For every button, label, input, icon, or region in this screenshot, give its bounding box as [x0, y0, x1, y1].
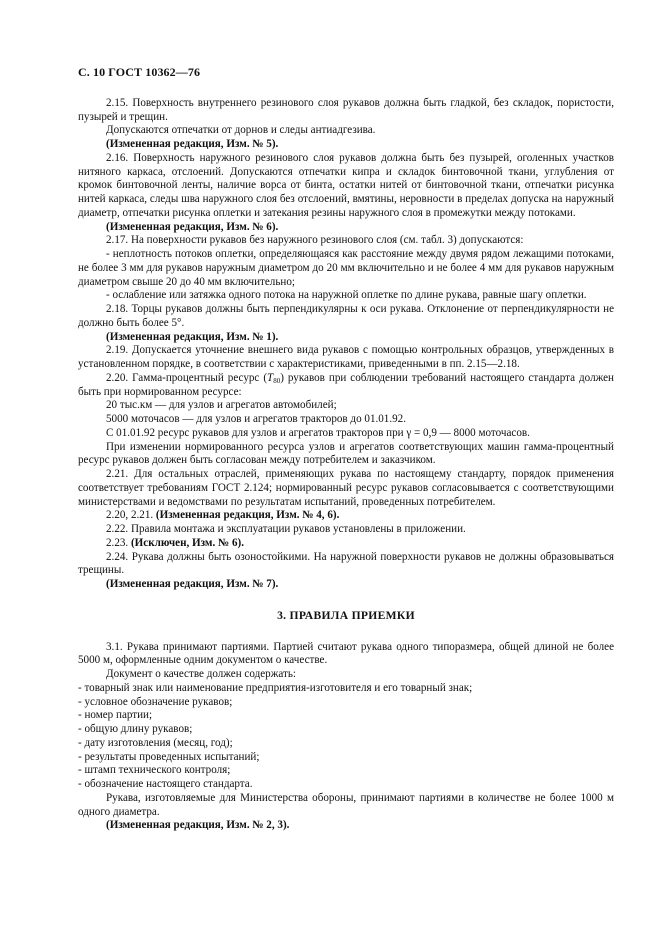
list-item: - штамп технического контроля; — [78, 764, 231, 777]
amendment-note: (Измененная редакция, Изм. № 1). — [106, 330, 279, 343]
amendment-note: (Измененная редакция, Изм. № 5). — [106, 138, 279, 150]
list-item: - обозначение настоящего стандарта. — [78, 778, 253, 790]
section-title: 3. ПРАВИЛА ПРИЕМКИ — [277, 608, 415, 622]
symbol-t: T — [267, 371, 274, 384]
clause-2-20-2-21-amendment — [78, 509, 614, 523]
list-item: - дату изготовления (месяц, год); — [78, 736, 233, 749]
list-item: - условное обозначение рукавов; — [78, 695, 233, 708]
amendment-note: (Измененная редакция, Изм. № 4, 6). — [155, 509, 340, 522]
clause-2-23 — [78, 537, 614, 551]
clause-3-1-defense: Рукава, изготовляемые для Министерства обороны, принимают партиями в количестве не более 1000 м одного диаметра. — [78, 791, 614, 818]
clause-2-20 — [78, 372, 614, 400]
clause-3-1-doc: Документ о качестве должен содержать: — [106, 668, 296, 680]
amendment-note: (Измененная редакция, Изм. № 2, 3). — [106, 819, 290, 832]
excluded-note: (Исключен, Изм. № 6). — [130, 536, 244, 549]
clause-2-17: 2.17. На поверхности рукавов без наружного резинового слоя (см. табл. 3) допускаются: — [106, 234, 524, 247]
list-item: - результаты проведенных испытаний; — [78, 750, 260, 763]
clause-2-24: 2.24. Рукава должны быть озоностойкими. На наружной поверхности рукавов не должны образовываться трещины. — [78, 550, 614, 577]
clause-2-20-post: ) рукавов при соблюдении требований настоящего стандарта должен быть при нормированном ресурсе: — [78, 371, 614, 398]
clause-2-17-item-b: - ослабление или затяжка одного потока на наружной оплетке по длине рукава, равные шагу оплетки. — [106, 289, 587, 302]
clause-2-20-pre: 2.20. Гамма-процентный ресурс ( — [106, 371, 268, 384]
clause-2-21: 2.21. Для остальных отраслей, применяющих рукава по настоящему стандарту, порядок применения соответствует требованиям ГОСТ 2.124; нормированный ресурс рукавов согласовывается с соответствующими министерствами и ведомствами по результатам испытаний, проведенных потребителем. — [78, 468, 614, 508]
clause-2-19: 2.19. Допускается уточнение внешнего вида рукавов с помощью контрольных образцов, утвержденных в установленном порядке, в соответствии с характеристиками, приведенными в пп. 2.15—2.18. — [78, 344, 614, 370]
clause-2-20-item-b: 5000 моточасов — для узлов и агрегатов тракторов до 01.01.92. — [106, 413, 406, 425]
clause-3-1: 3.1. Рукава принимают партиями. Партией считают рукава одного типоразмера, общей длиной не более 5000 м, оформленные одним документом о качестве. — [78, 640, 614, 667]
clause-2-22: 2.22. Правила монтажа и эксплуатации рукавов установлены в приложении. — [106, 523, 466, 535]
list-item: - общую длину рукавов; — [78, 723, 193, 735]
amendment-note: (Измененная редакция, Изм. № 7). — [106, 578, 279, 590]
clause-2-17-item-a: - неплотность потоков оплетки, определяющаяся как расстояние между двумя рядом лежащими потоками, не более 3 мм для рукавов наружным диаметром до 20 мм включительно и не более 4 мм для рукавов наружным диаметром свыше 20 до 40 мм включительно; — [78, 248, 614, 288]
page-header: С. 10 ГОСТ 10362—76 — [78, 65, 201, 79]
list-item: - товарный знак или наименование предприятия-изготовителя и его товарный знак; — [78, 681, 473, 694]
clause-2-20-item-a: 20 тыс.км — для узлов и агрегатов автомобилей; — [106, 399, 337, 412]
clause-2-20-item-c: С 01.01.92 ресурс рукавов для узлов и агрегатов тракторов при γ = 0,9 — 8000 моточасов. — [106, 426, 530, 439]
clause-2-18: 2.18. Торцы рукавов должны быть перпендикулярны к оси рукава. Отклонение от перпендикулярности не должно быть более 5°. — [78, 303, 614, 329]
clause-number: 2.20, 2.21. — [106, 509, 156, 522]
clause-2-15-note: Допускаются отпечатки от дорнов и следы антиадгезива. — [106, 124, 376, 137]
clause-2-20-item-d: При изменении нормированного ресурса узлов и агрегатов соответствующих машин гамма-процентный ресурс рукавов должен быть согласован между потребителем и заказчиком. — [78, 440, 614, 467]
amendment-note: (Измененная редакция, Изм. № 6). — [106, 220, 279, 233]
list-item: - номер партии; — [78, 709, 153, 722]
clause-2-16: 2.16. Поверхность наружного резинового слоя рукавов должна быть без пузырей, оголенных участков нитяного каркаса, отслоений. Допускаются отпечатки кипра и складок бинтовочной ткани, углубления от кромок бинтовочной ленты, наличие ворса от бинта, остатки нитей от бинтовочной ткани, отпечатки рисунка нитей каркаса, следы шва наружного слоя без отслоений, вмятины, неровности в пределах допуска на наружный диаметр, отпечатки рисунка оплетки и затекания резины наружного слоя в промежутки между потоками. — [78, 151, 614, 219]
clause-2-15: 2.15. Поверхность внутреннего резинового слоя рукавов должна быть гладкой, без складок, пористости, пузырей и трещин. — [78, 96, 614, 123]
clause-number: 2.23. — [106, 536, 131, 549]
symbol-t-subscript: 80 — [273, 376, 281, 385]
